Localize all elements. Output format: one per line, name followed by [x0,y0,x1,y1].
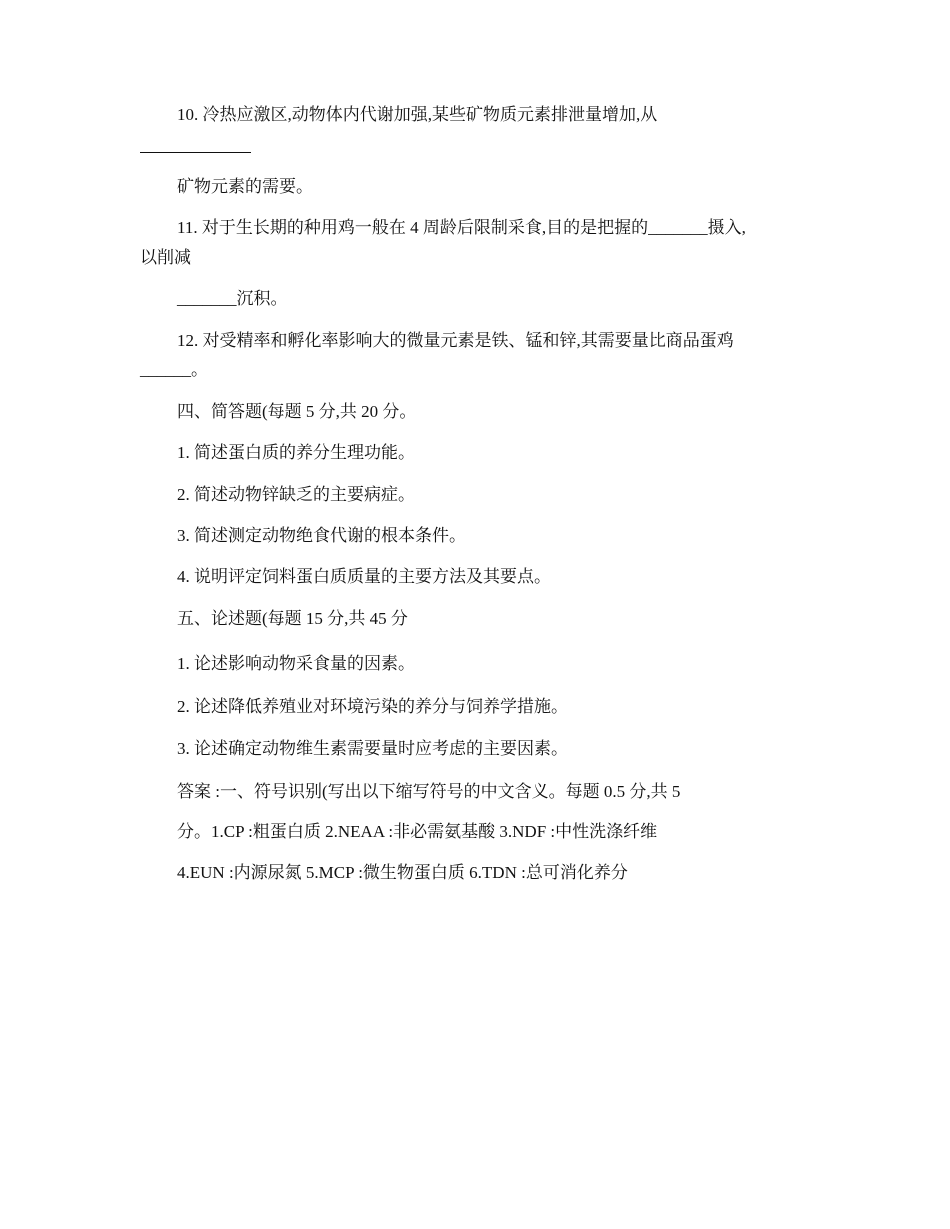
essay-2: 2. 论述降低养殖业对环境污染的养分与饲养学措施。 [177,697,568,716]
short-answer-3: 3. 简述测定动物绝食代谢的根本条件。 [177,526,466,545]
question-11-line-1: 11. 对于生长期的种用鸡一般在 4 周龄后限制采食,目的是把握的_______摄入, [177,218,746,237]
question-10-line-1: 10. 冷热应激区,动物体内代谢加强,某些矿物质元素排泄量增加,从 [177,105,658,124]
question-11-line-2: 以削减 [140,248,191,267]
essay-1: 1. 论述影响动物采食量的因素。 [177,654,415,673]
question-12-line-1: 12. 对受精率和孵化率影响大的微量元素是铁、锰和锌,其需要量比商品蛋鸡 [177,331,734,350]
question-12-line-2: ______。 [140,360,208,379]
short-answer-4: 4. 说明评定饲料蛋白质质量的主要方法及其要点。 [177,567,551,586]
section-4-heading: 四、简答题(每题 5 分,共 20 分。 [177,402,417,421]
answer-line-1: 分。1.CP :粗蛋白质 2.NEAA :非必需氨基酸 3.NDF :中性洗涤纤维 [177,822,658,841]
answer-line-2: 4.EUN :内源尿氮 5.MCP :微生物蛋白质 6.TDN :总可消化养分 [177,863,628,882]
section-5-heading: 五、论述题(每题 15 分,共 45 分 [177,609,408,628]
question-10-line-2: 矿物元素的需要。 [177,177,313,196]
answer-heading: 答案 :一、符号识别(写出以下缩写符号的中文含义。每题 0.5 分,共 5 [177,782,681,801]
short-answer-2: 2. 简述动物锌缺乏的主要病症。 [177,485,415,504]
short-answer-1: 1. 简述蛋白质的养分生理功能。 [177,443,415,462]
essay-3: 3. 论述确定动物维生素需要量时应考虑的主要因素。 [177,739,568,758]
fill-blank-line [140,152,251,153]
question-11-line-3: _______沉积。 [177,289,288,308]
